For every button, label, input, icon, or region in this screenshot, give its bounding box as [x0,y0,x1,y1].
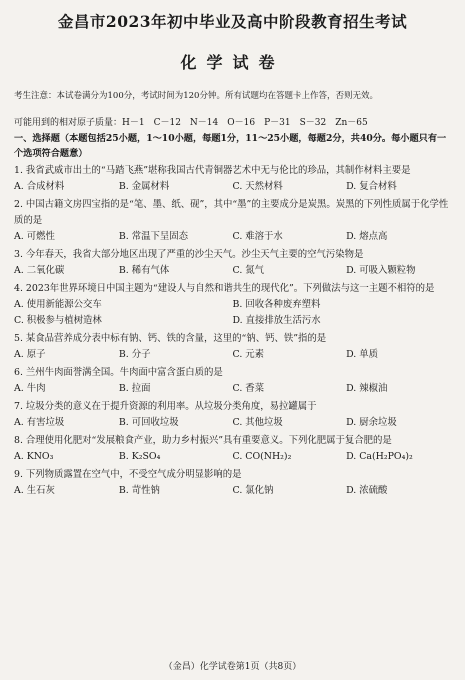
option-b: B. 常温下呈固态 [118,231,188,242]
option-c: C. 元素 [232,349,265,360]
question-item [14,365,451,397]
option-c: C. 难溶于水 [232,231,283,242]
option-d: D. 可吸入颗粒物 [346,265,416,276]
question-item [14,433,451,465]
option-d: D. 厨余垃圾 [346,417,397,428]
option-b: B. 稀有气体 [118,265,170,276]
option-b: B. 苛性钠 [118,485,160,496]
question-stem: 6. 兰州牛肉面誉满全国。牛肉面中富含蛋白质的是 [14,367,223,378]
option-d: D. 复合材料 [346,181,397,192]
atomic-masses: 可能用到的相对原子质量：H－1 C－12 N－14 O－16 P－31 S－32 Zn－65 [14,118,368,128]
question-item [14,197,451,245]
option-a: A. 合成材料 [14,181,65,192]
candidate-notice: 考生注意：本试卷满分为100分，考试时间为120分钟。所有试题均在答题卡上作答，否则无效。 [14,91,378,101]
option-a: A. 生石灰 [14,485,55,496]
question-item [14,467,451,499]
option-c: C. 氮气 [232,265,265,276]
option-d: D. 单质 [346,349,378,360]
question-item [14,399,451,431]
section-intro: 一、选择题（本题包括25小题，1～10小题，每题1分，11～25小题，每题2分，共40分。每小题只有一个选项符合题意） [14,133,447,159]
option-c: C. 氯化钠 [232,485,274,496]
question-item [14,247,451,279]
option-d: D. 浓硫酸 [346,485,388,496]
option-a: A. 原子 [14,349,46,360]
question-stem: 3. 今年春天，我省大部分地区出现了严重的沙尘天气。沙尘天气主要的空气污染物是 [14,249,364,260]
option-c: C. 天然材料 [232,181,283,192]
page-footer: （金昌）化学试卷第1页（共8页） [163,662,302,672]
option-d: D. Ca(H₂PO₄)₂ [346,451,413,462]
option-c: C. 其他垃圾 [232,417,283,428]
question-stem: 2. 中国古籍文房四宝指的是“笔、墨、纸、砚”，其中“墨”的主要成分是炭黑。炭黑的下列性质属于化学性质的是 [14,199,449,226]
option-d: D. 辣椒油 [346,383,388,394]
option-b: B. 可回收垃圾 [118,417,179,428]
exam-subtitle: 化学试卷 [180,53,285,72]
question-stem: 5. 某食品营养成分表中标有钠、钙、铁的含量，这里的“钠、钙、铁”指的是 [14,333,327,344]
option-b: B. 金属材料 [118,181,170,192]
option-c: C. CO(NH₂)₂ [232,451,292,462]
question-stem: 7. 垃圾分类的意义在于提升资源的利用率。从垃圾分类角度，易拉罐属于 [14,401,317,412]
option-a: A. 二氧化碳 [14,265,65,276]
option-a: A. 有害垃圾 [14,417,65,428]
question-stem: 9. 下列物质露置在空气中，不受空气成分明显影响的是 [14,469,242,480]
option-c: C. 香菜 [232,383,265,394]
question-item [14,281,451,329]
option-a: A. KNO₃ [14,451,54,462]
question-stem: 8. 合理使用化肥对“发展粮食产业，助力乡村振兴”具有重要意义。下列化肥属于复合肥的是 [14,435,392,446]
question-list [14,163,451,499]
option-a: A. 使用新能源公交车 [14,299,102,310]
exam-title: 金昌市2023年初中毕业及高中阶段教育招生考试 [57,12,408,31]
option-d: D. 熔点高 [346,231,388,242]
option-c: C. 积极参与植树造林 [14,315,102,326]
question-item [14,331,451,363]
option-b: B. 拉面 [118,383,151,394]
option-a: A. 牛肉 [14,383,46,394]
option-b: B. 分子 [118,349,151,360]
option-a: A. 可燃性 [14,231,55,242]
question-item [14,163,451,195]
question-stem: 1. 我省武威市出土的“马踏飞燕”堪称我国古代青铜器艺术中无与伦比的珍品，其制作材料主要是 [14,165,411,176]
option-b: B. K₂SO₄ [118,451,161,462]
option-b: B. 回收各种废弃塑料 [232,299,321,310]
question-stem: 4. 2023年世界环境日中国主题为“建设人与自然和谐共生的现代化”。下列做法与这一主题不相符的是 [14,283,435,294]
option-d: D. 直接排放生活污水 [232,315,321,326]
